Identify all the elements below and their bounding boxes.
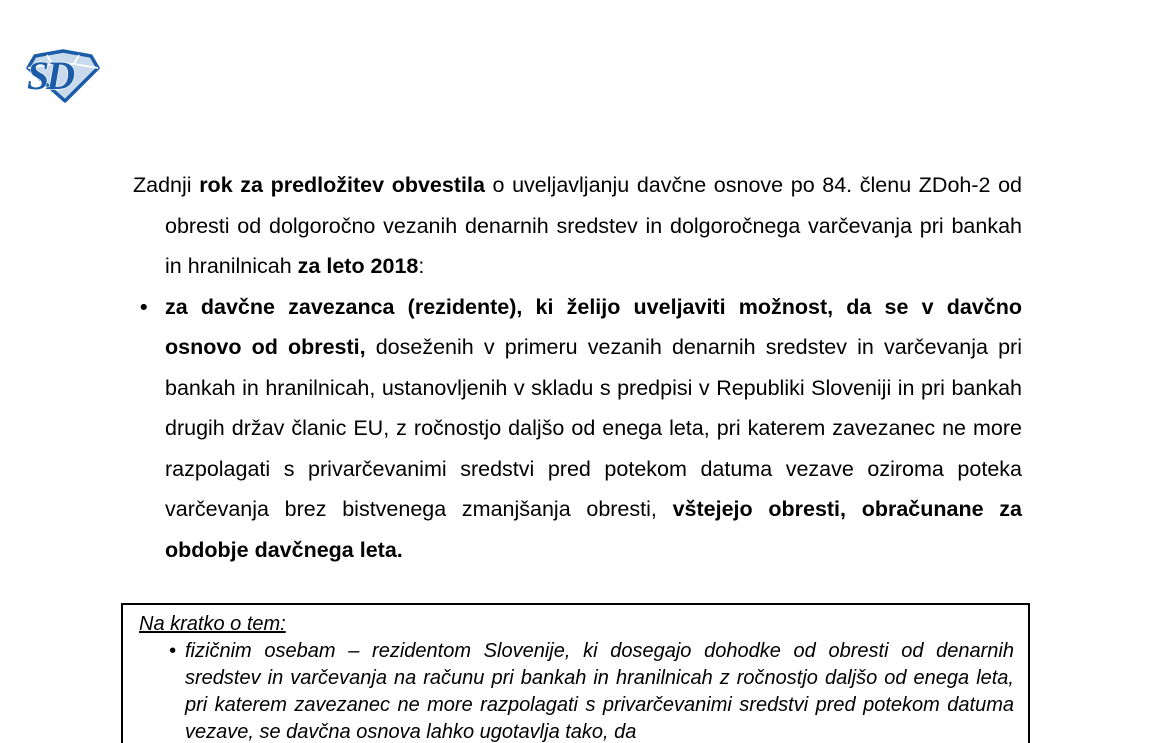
summary-bullet-item bbox=[139, 638, 1014, 743]
logo-letters: SD bbox=[27, 53, 73, 98]
bullet-icon: • bbox=[169, 640, 177, 662]
summary-box bbox=[121, 603, 1030, 743]
tax-year-bold-text: za leto 2018 bbox=[297, 254, 419, 278]
deadline-bold-text: rok za predložitev obvestila bbox=[199, 173, 485, 197]
intro-paragraph bbox=[133, 165, 1022, 287]
taxpayers-bold-lead: za davčne zavezanca (rezidente), ki želijo uveljaviti možnost, da se v davčno osnovo od obresti, bbox=[165, 294, 1022, 359]
intro-lead-text: Zadnji bbox=[133, 173, 200, 197]
document-body bbox=[133, 165, 1022, 743]
bullet-item-taxpayers bbox=[133, 287, 1022, 571]
sd-diamond-logo bbox=[25, 45, 101, 103]
taxpayers-body-text: doseženih v primeru vezanih denarnih sredstev in varčevanja pri bankah in hranilnicah, ustanovljenih v skladu s predpisi v Republiki Sloveniji in pri bankah drugih držav članic EU, z ročnostjo daljšo od enega leta, pri katerem zavezanec ne more razpolagati s privarčevanimi sredstvi pred potekom datuma vezave oziroma poteka varčevanja brez bistvenega zmanjšanja obresti, bbox=[165, 335, 1022, 521]
bullet-icon: • bbox=[140, 294, 148, 319]
intro-middle-text: o uveljavljanju davčne osnove po 84. členu ZDoh-2 od obresti od dolgoročno vezanih denarnih sredstev in dolgoročnega varčevanja pri bankah in hranilnicah bbox=[165, 173, 1023, 278]
summary-box-title: Na kratko o tem: bbox=[139, 613, 286, 635]
intro-colon: : bbox=[418, 254, 425, 278]
taxpayers-bold-tail: vštejejo obresti, obračunane za obdobje davčnega leta. bbox=[165, 497, 1022, 562]
summary-item-text: fizičnim osebam – rezidentom Slovenije, ki dosegajo dohodke od obresti od denarnih sredstev in varčevanja na računu pri bankah in hranilnicah z ročnostjo daljšo od enega leta, pri katerem zavezanec ne more razpolagati s privarčevanimi sredstvi pred potekom datuma vezave, se davčna osnova lahko ugotavlja tako, da bbox=[185, 640, 1014, 743]
